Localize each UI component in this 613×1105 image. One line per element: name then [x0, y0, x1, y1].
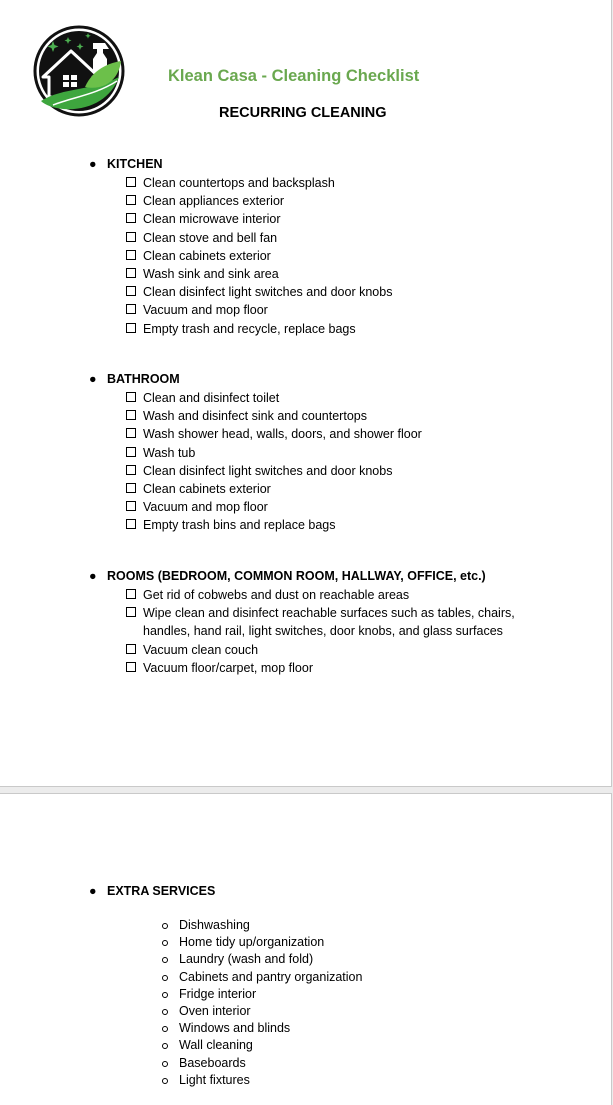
list-item: [160, 1037, 362, 1054]
checklist-item-label: Wipe clean and disinfect reachable surfaces such as tables, chairs, handles, hand rail, light switches, door knobs, and glass surfaces: [143, 606, 515, 639]
list-item-label: Laundry (wash and fold): [179, 952, 314, 967]
checkbox[interactable]: [126, 268, 136, 278]
checklist-item-label: Vacuum clean couch: [143, 642, 259, 657]
document-title: Klean Casa - Cleaning Checklist: [168, 67, 420, 85]
checkbox[interactable]: [126, 483, 136, 493]
list-item: [160, 1055, 362, 1072]
list-item: [160, 1003, 362, 1020]
checkbox[interactable]: [126, 177, 136, 187]
checkbox[interactable]: [126, 428, 136, 438]
hollow-bullet-icon: [162, 1078, 168, 1084]
checklist-item-label: Vacuum and mop floor: [143, 303, 268, 318]
bullet-icon: ●: [89, 569, 97, 583]
checkbox[interactable]: [126, 232, 136, 242]
checklist-item: [126, 586, 543, 604]
checkbox[interactable]: [126, 501, 136, 511]
section-heading-kitchen: [89, 157, 163, 171]
checklist-item: [126, 604, 543, 640]
checkbox[interactable]: [126, 392, 136, 402]
checklist-item-label: Clean stove and bell fan: [143, 230, 278, 245]
checkbox[interactable]: [126, 323, 136, 333]
checklist-item: [126, 210, 392, 228]
bullet-icon: ●: [89, 372, 97, 386]
list-item: [160, 986, 362, 1003]
checklist-item: [126, 301, 392, 319]
list-item: [160, 951, 362, 968]
kitchen-checklist: [126, 174, 392, 338]
checklist-item: [126, 516, 422, 534]
list-item: [160, 1020, 362, 1037]
section-heading-label: BATHROOM: [107, 372, 180, 386]
hollow-bullet-icon: [162, 957, 168, 963]
checkbox[interactable]: [126, 213, 136, 223]
section-heading-label: KITCHEN: [107, 157, 163, 171]
checkbox[interactable]: [126, 250, 136, 260]
section-heading-bathroom: [89, 372, 180, 386]
checklist-item-label: Clean disinfect light switches and door knobs: [143, 463, 393, 478]
list-item: [160, 917, 362, 934]
checkbox[interactable]: [126, 589, 136, 599]
checklist-item: [126, 320, 392, 338]
list-item: [160, 969, 362, 986]
checklist-item-label: Vacuum and mop floor: [143, 500, 268, 515]
checklist-item: [126, 498, 422, 516]
section-heading-rooms: [89, 569, 486, 583]
checkbox[interactable]: [126, 465, 136, 475]
checklist-item: [126, 283, 392, 301]
checklist-item-label: Wash shower head, walls, doors, and shower floor: [143, 427, 422, 442]
section-heading-extra-services: [89, 884, 215, 898]
hollow-bullet-icon: [162, 992, 168, 998]
checklist-item: [126, 407, 422, 425]
checkbox[interactable]: [126, 662, 136, 672]
list-item-label: Light fixtures: [179, 1072, 250, 1087]
checklist-item-label: Wash sink and sink area: [143, 267, 279, 282]
hollow-bullet-icon: [162, 1026, 168, 1032]
klean-casa-logo-icon: [33, 25, 125, 117]
checklist-item-label: Clean cabinets exterior: [143, 482, 271, 497]
checklist-item-label: Clean countertops and backsplash: [143, 176, 335, 190]
checklist-item-label: Clean microwave interior: [143, 212, 281, 227]
hollow-bullet-icon: [162, 923, 168, 929]
list-item-label: Fridge interior: [179, 986, 257, 1001]
checklist-item-label: Wash tub: [143, 445, 196, 460]
checklist-item: [126, 462, 422, 480]
checkbox[interactable]: [126, 286, 136, 296]
hollow-bullet-icon: [162, 940, 168, 946]
checklist-item: [126, 265, 392, 283]
rooms-checklist: [126, 586, 543, 677]
hollow-bullet-icon: [162, 975, 168, 981]
checkbox[interactable]: [126, 195, 136, 205]
list-item: [160, 1072, 362, 1089]
checklist-item-label: Clean and disinfect toilet: [143, 391, 280, 405]
list-item-label: Dishwashing: [179, 918, 250, 932]
bullet-icon: ●: [89, 884, 97, 898]
checkbox[interactable]: [126, 607, 136, 617]
checklist-item-label: Get rid of cobwebs and dust on reachable areas: [143, 588, 410, 602]
list-item-label: Home tidy up/organization: [179, 935, 325, 950]
checkbox[interactable]: [126, 410, 136, 420]
checkbox[interactable]: [126, 519, 136, 529]
checklist-item: [126, 389, 422, 407]
list-item-label: Baseboards: [179, 1055, 246, 1070]
extra-services-list: [160, 917, 362, 1089]
list-item-label: Oven interior: [179, 1004, 251, 1019]
checklist-item-label: Empty trash and recycle, replace bags: [143, 321, 356, 336]
list-item-label: Wall cleaning: [179, 1038, 253, 1053]
checklist-item: [126, 480, 422, 498]
checklist-item-label: Empty trash bins and replace bags: [143, 518, 336, 533]
checklist-item: [126, 174, 392, 192]
list-item-label: Cabinets and pantry organization: [179, 969, 363, 984]
checklist-item-label: Clean disinfect light switches and door knobs: [143, 285, 393, 300]
checklist-item-label: Clean appliances exterior: [143, 194, 285, 209]
hollow-bullet-icon: [162, 1009, 168, 1015]
section-heading-label: ROOMS (BEDROOM, COMMON ROOM, HALLWAY, OFFICE, etc.): [107, 569, 486, 583]
checklist-item-label: Vacuum floor/carpet, mop floor: [143, 660, 313, 675]
checklist-item: [126, 247, 392, 265]
document-page-2: [0, 793, 612, 1105]
hollow-bullet-icon: [162, 1061, 168, 1067]
checklist-item: [126, 659, 543, 677]
hollow-bullet-icon: [162, 1043, 168, 1049]
checklist-item: [126, 444, 422, 462]
checklist-item-label: Clean cabinets exterior: [143, 248, 271, 263]
checkbox[interactable]: [126, 644, 136, 654]
list-item-label: Windows and blinds: [179, 1021, 291, 1036]
bullet-icon: ●: [89, 157, 97, 171]
checklist-item: [126, 229, 392, 247]
checklist-item-label: Wash and disinfect sink and countertops: [143, 409, 367, 424]
checklist-item: [126, 425, 422, 443]
checkbox[interactable]: [126, 447, 136, 457]
bathroom-checklist: [126, 389, 422, 535]
list-item: [160, 934, 362, 951]
section-heading-label: EXTRA SERVICES: [107, 884, 216, 898]
document-subtitle: RECURRING CLEANING: [219, 105, 387, 121]
checkbox[interactable]: [126, 304, 136, 314]
checklist-item: [126, 641, 543, 659]
checklist-item: [126, 192, 392, 210]
